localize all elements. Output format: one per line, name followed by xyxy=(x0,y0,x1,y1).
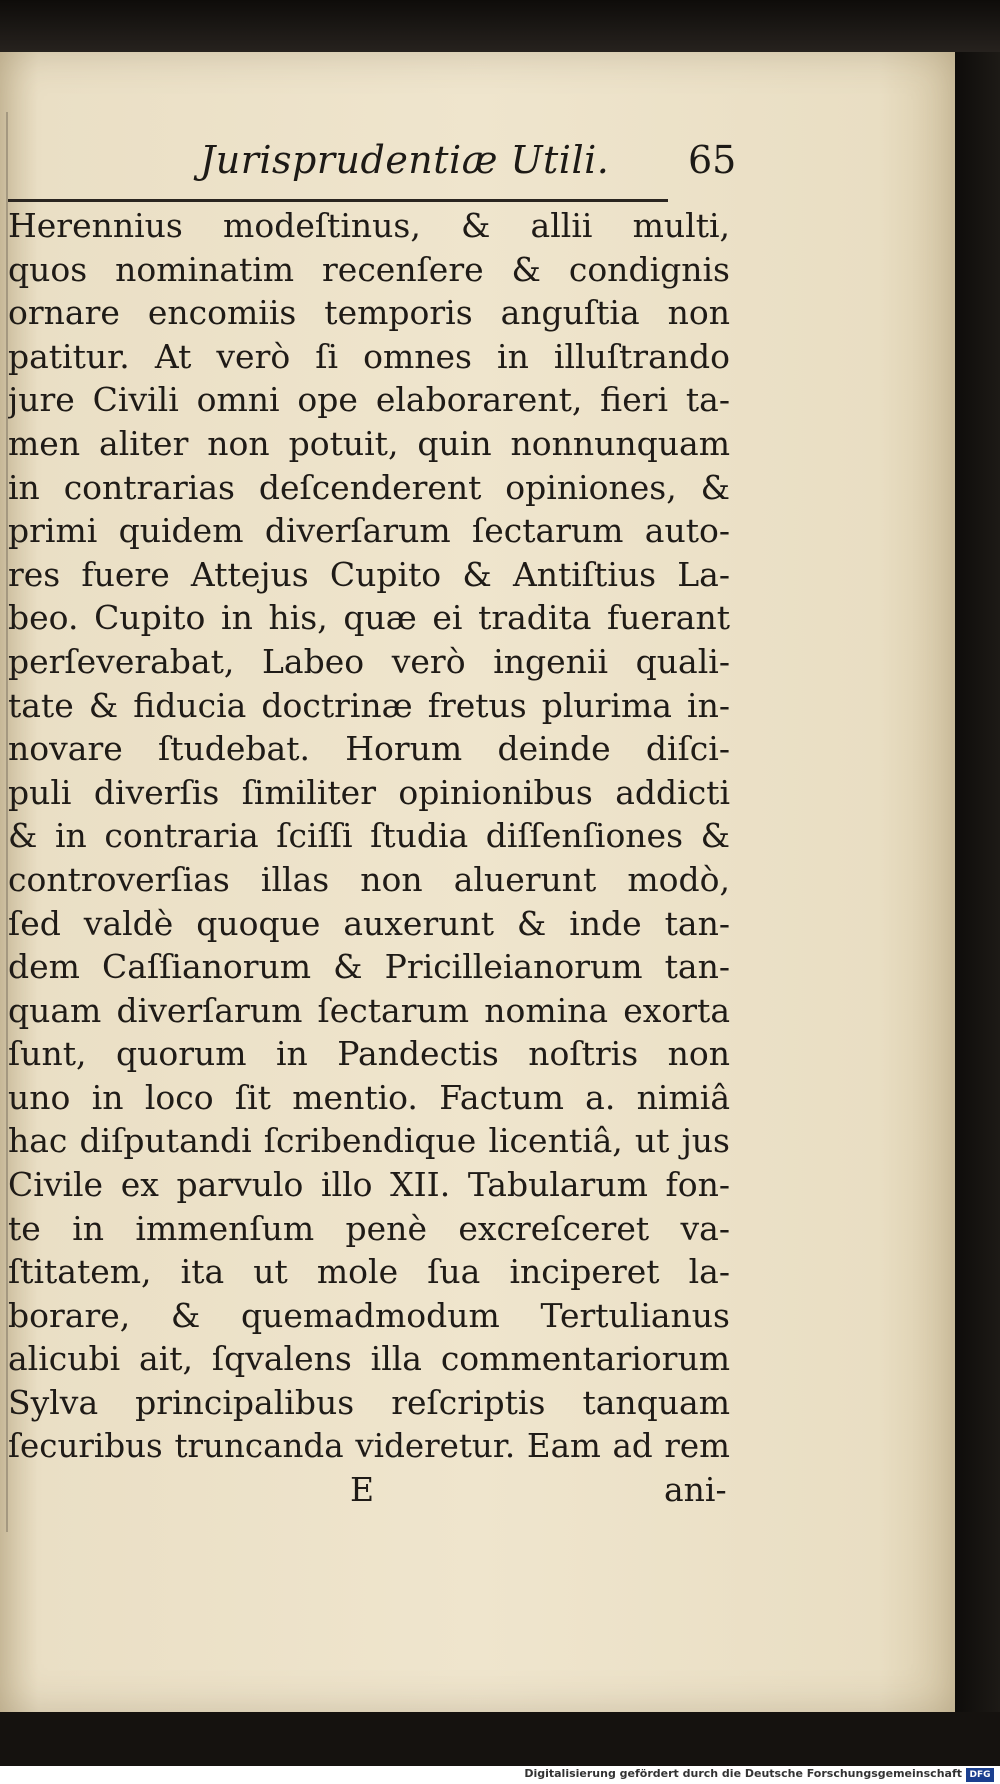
text-line: uno in loco ſit mentio. Factum a. nimiâ xyxy=(8,1077,730,1117)
text-line: controverſias illas non aluerunt modò, xyxy=(8,859,730,899)
text-line: ſtitatem, ita ut mole ſua inciperet la- xyxy=(8,1252,730,1292)
text-line: jure Civili omni ope elaborarent, fieri ta- xyxy=(8,380,730,420)
digitization-credit: Digitalisierung gefördert durch die Deutsche Forschungsgemeinschaft xyxy=(524,1767,962,1780)
text-line: ornare encomiis temporis anguſtia non xyxy=(8,293,730,333)
text-line: puli diverſis ſimiliter opinionibus addicti xyxy=(8,772,730,812)
catchword: ani- xyxy=(664,1470,727,1509)
text-line: men aliter non potuit, quin nonnunquam xyxy=(8,423,730,463)
text-line: quos nominatim recenſere & condignis xyxy=(8,249,730,289)
header-rule xyxy=(8,199,668,202)
text-line: ſed valdè quoque auxerunt & inde tan- xyxy=(8,903,730,943)
signature-mark: E xyxy=(350,1470,375,1509)
scan-bottom-edge xyxy=(0,1712,1000,1766)
text-line: res fuere Attejus Cupito & Antiſtius La- xyxy=(8,554,730,594)
running-title: Jurisprudentiæ Utili. xyxy=(200,138,610,182)
text-line: Sylva principalibus reſcriptis tanquam xyxy=(8,1383,730,1423)
body-text xyxy=(8,204,730,1468)
text-line: beo. Cupito in his, quæ ei tradita fuerant xyxy=(8,598,730,638)
text-line: tate & fiducia doctrinæ fretus plurima in- xyxy=(8,685,730,725)
text-line: ſunt, quorum in Pandectis noſtris non xyxy=(8,1034,730,1074)
text-line: ſecuribus truncanda videretur. Eam ad rem xyxy=(8,1426,730,1465)
text-line: & in contraria ſciſſi ſtudia diſſenſiones & xyxy=(8,816,730,856)
dfg-logo: DFG xyxy=(966,1768,994,1782)
page-number: 65 xyxy=(688,138,737,182)
text-line: hac diſputandi ſcribendique licentiâ, ut jus xyxy=(8,1121,730,1161)
text-line: primi quidem diverſarum ſectarum auto- xyxy=(8,511,730,551)
running-head xyxy=(0,138,955,198)
text-line: borare, & quemadmodum Tertulianus xyxy=(8,1295,730,1335)
text-line: dem Caſſianorum & Pricilleianorum tan- xyxy=(8,947,730,987)
scan-right-edge xyxy=(955,52,1000,1712)
text-line: novare ſtudebat. Horum deinde diſci- xyxy=(8,729,730,769)
text-line: alicubi ait, ſqvalens illa commentariorum xyxy=(8,1339,730,1379)
catchline xyxy=(0,1470,955,1520)
text-line: te in immenſum penè excreſceret va- xyxy=(8,1208,730,1248)
text-line: quam diverſarum ſectarum nomina exorta xyxy=(8,990,730,1030)
text-line: perſeverabat, Labeo verò ingenii quali- xyxy=(8,641,730,681)
text-line: Herennius modeſtinus, & allii multi, xyxy=(8,206,730,245)
text-line: Civile ex parvulo illo XII. Tabularum fon- xyxy=(8,1165,730,1205)
scan-top-edge xyxy=(0,0,1000,60)
text-line: patitur. At verò ſi omnes in illuſtrando xyxy=(8,336,730,376)
text-line: in contrarias deſcenderent opiniones, & xyxy=(8,467,730,507)
